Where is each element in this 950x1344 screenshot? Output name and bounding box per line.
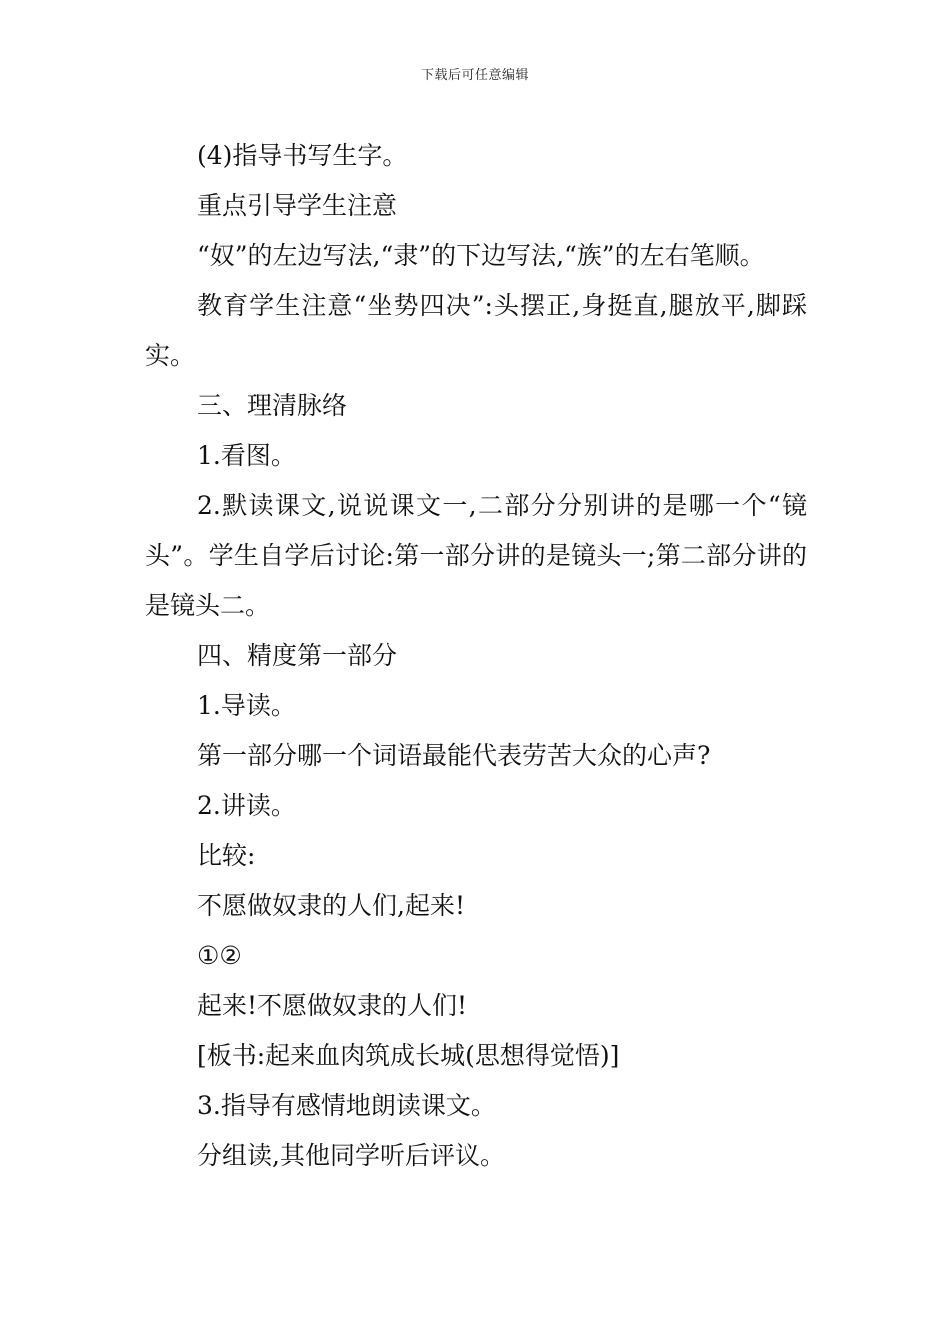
document-body <box>145 131 807 1181</box>
paragraph: 1.导读。 <box>197 691 296 720</box>
paragraph: 第一部分哪一个词语最能代表劳苦大众的心声? <box>197 741 711 770</box>
paragraph: 2.讲读。 <box>197 791 296 820</box>
paragraph: 分组读,其他同学听后评议。 <box>197 1141 505 1170</box>
paragraph: 1.看图。 <box>197 441 296 470</box>
paragraph: ①② <box>197 941 242 970</box>
paragraph: [板书:起来血肉筑成长城(思想得觉悟)] <box>197 1041 620 1070</box>
paragraph: “奴”的左边写法,“隶”的下边写法,“族”的左右笔顺。 <box>197 241 765 270</box>
paragraph: 重点引导学生注意 <box>197 191 398 220</box>
paragraph: 不愿做奴隶的人们,起来! <box>197 891 465 920</box>
page-header: 下载后可任意编辑 <box>420 68 529 83</box>
section-heading: 四、精度第一部分 <box>197 641 398 670</box>
paragraph: 起来!不愿做奴隶的人们! <box>197 991 468 1020</box>
paragraph: 3.指导有感情地朗读课文。 <box>197 1091 496 1120</box>
paragraph: (4)指导书写生字。 <box>197 141 408 170</box>
paragraph: 教育学生注意“坐势四决”:头摆正,身挺直,腿放平,脚踩实。 <box>145 291 807 370</box>
paragraph: 比较: <box>197 841 256 870</box>
paragraph: 2.默读课文,说说课文一,二部分分别讲的是哪一个“镜头”。学生自学后讨论:第一部分讲的是镜头一;第二部分讲的是镜头二。 <box>145 491 807 620</box>
section-heading: 三、理清脉络 <box>197 391 348 420</box>
